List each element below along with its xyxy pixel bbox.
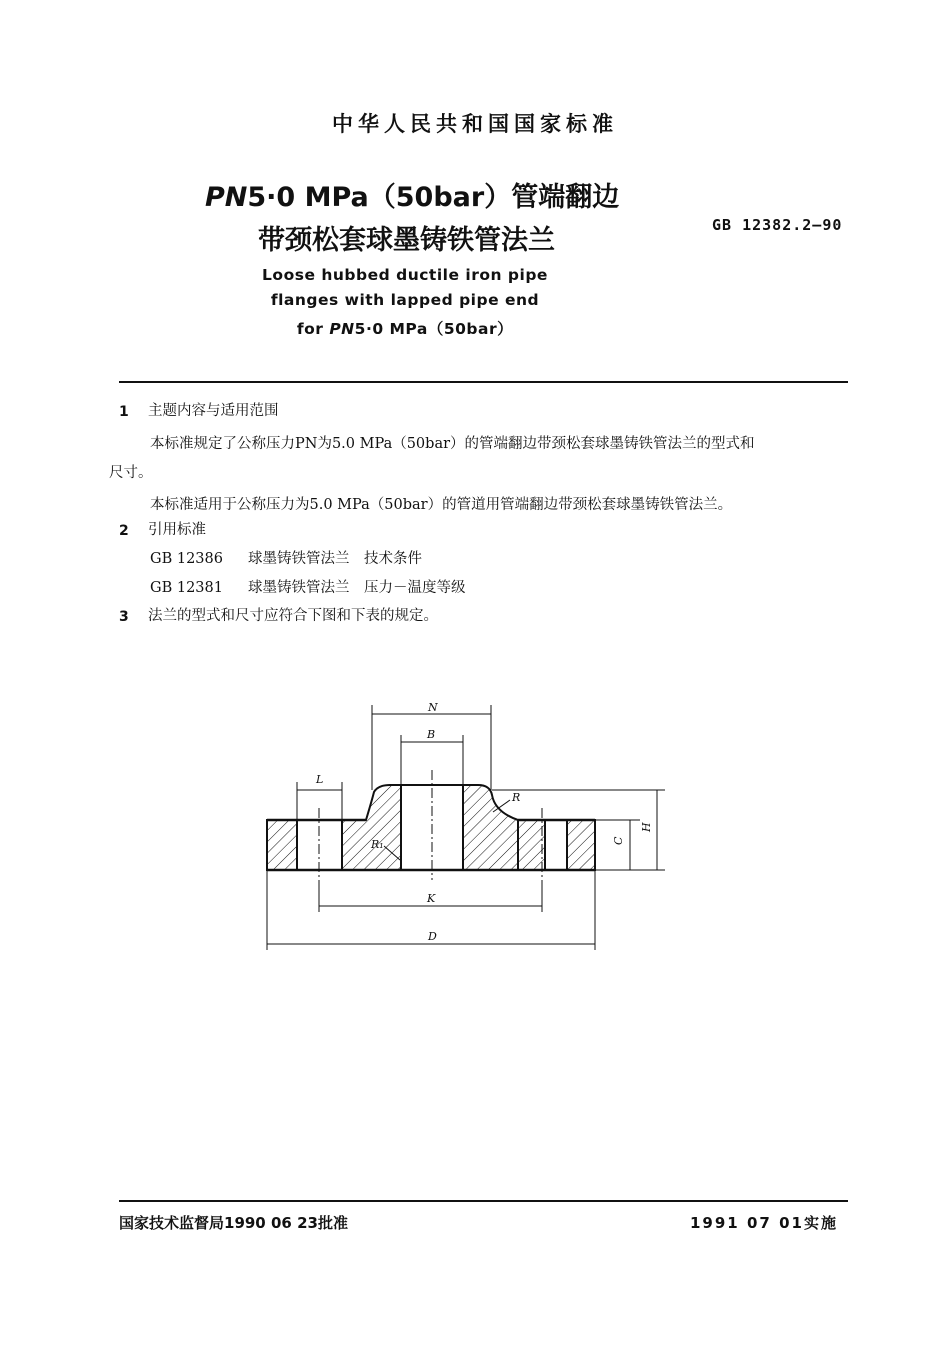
title-en-line1: Loose hubbed ductile iron pipe — [262, 266, 548, 284]
dim-label-D: D — [428, 930, 437, 943]
dim-label-N: N — [428, 701, 438, 714]
implementation-date: 1991 07 01实施 — [690, 1214, 838, 1232]
right-bolt-hole — [545, 820, 567, 870]
section-2-heading: 引用标准 — [148, 522, 206, 538]
national-standard-header: 中华人民共和国国家标准 — [332, 112, 618, 136]
standard-number: GB 12382.2—90 — [712, 216, 843, 234]
section-3-heading: 法兰的型式和尺寸应符合下图和下表的规定。 — [148, 608, 438, 624]
dim-label-H: H — [640, 822, 653, 832]
section-2-number: 2 — [119, 523, 129, 539]
reference-1-code: GB 12386 — [150, 551, 223, 567]
right-flange-ring — [567, 820, 595, 870]
left-flange-ring — [267, 820, 297, 870]
right-hub — [463, 785, 521, 870]
dim-label-C: C — [612, 836, 625, 845]
bottom-rule — [119, 1200, 848, 1202]
title-en-line2: flanges with lapped pipe end — [270, 291, 540, 309]
reference-1-title: 球墨铸铁管法兰 技术条件 — [248, 551, 422, 567]
title-en-line3-rest: 5·0 MPa（50bar） — [354, 320, 514, 338]
title-en-pn: PN — [329, 320, 355, 338]
section-1-number: 1 — [119, 404, 129, 420]
section-1-paragraph-2: 本标准适用于公称压力为5.0 MPa（50bar）的管道用管端翻边带颈松套球墨铸铁管法兰。 — [150, 497, 733, 513]
section-1-heading: 主题内容与适用范围 — [148, 403, 279, 419]
reference-2-code: GB 12381 — [150, 580, 223, 596]
dim-label-B: B — [427, 728, 436, 741]
title-pn: PN — [205, 182, 248, 213]
dim-label-R1: R₁ — [371, 838, 384, 851]
dim-label-K: K — [427, 892, 436, 905]
left-hub — [342, 785, 401, 870]
title-zh-line2: 带颈松套球墨铸铁管法兰 — [258, 225, 555, 256]
section-1-paragraph-1-line-2: 尺寸。 — [109, 465, 153, 481]
section-1-paragraph-1-line-1: 本标准规定了公称压力PN为5.0 MPa（50bar）的管端翻边带颈松套球墨铸铁管法兰的型式和 — [150, 436, 755, 452]
section-3-number: 3 — [119, 609, 129, 625]
flange-section — [267, 770, 595, 880]
title-zh-line1-rest: 5·0 MPa（50bar）管端翻边 — [247, 182, 620, 213]
title-en-line3-pre: for — [296, 320, 330, 338]
right-flange-body — [518, 820, 545, 870]
dim-label-R: R — [512, 791, 521, 804]
approval-date: 国家技术监督局1990 06 23批准 — [119, 1214, 348, 1232]
reference-2-title: 球墨铸铁管法兰 压力－温度等级 — [248, 580, 466, 596]
dim-label-L: L — [316, 773, 324, 786]
